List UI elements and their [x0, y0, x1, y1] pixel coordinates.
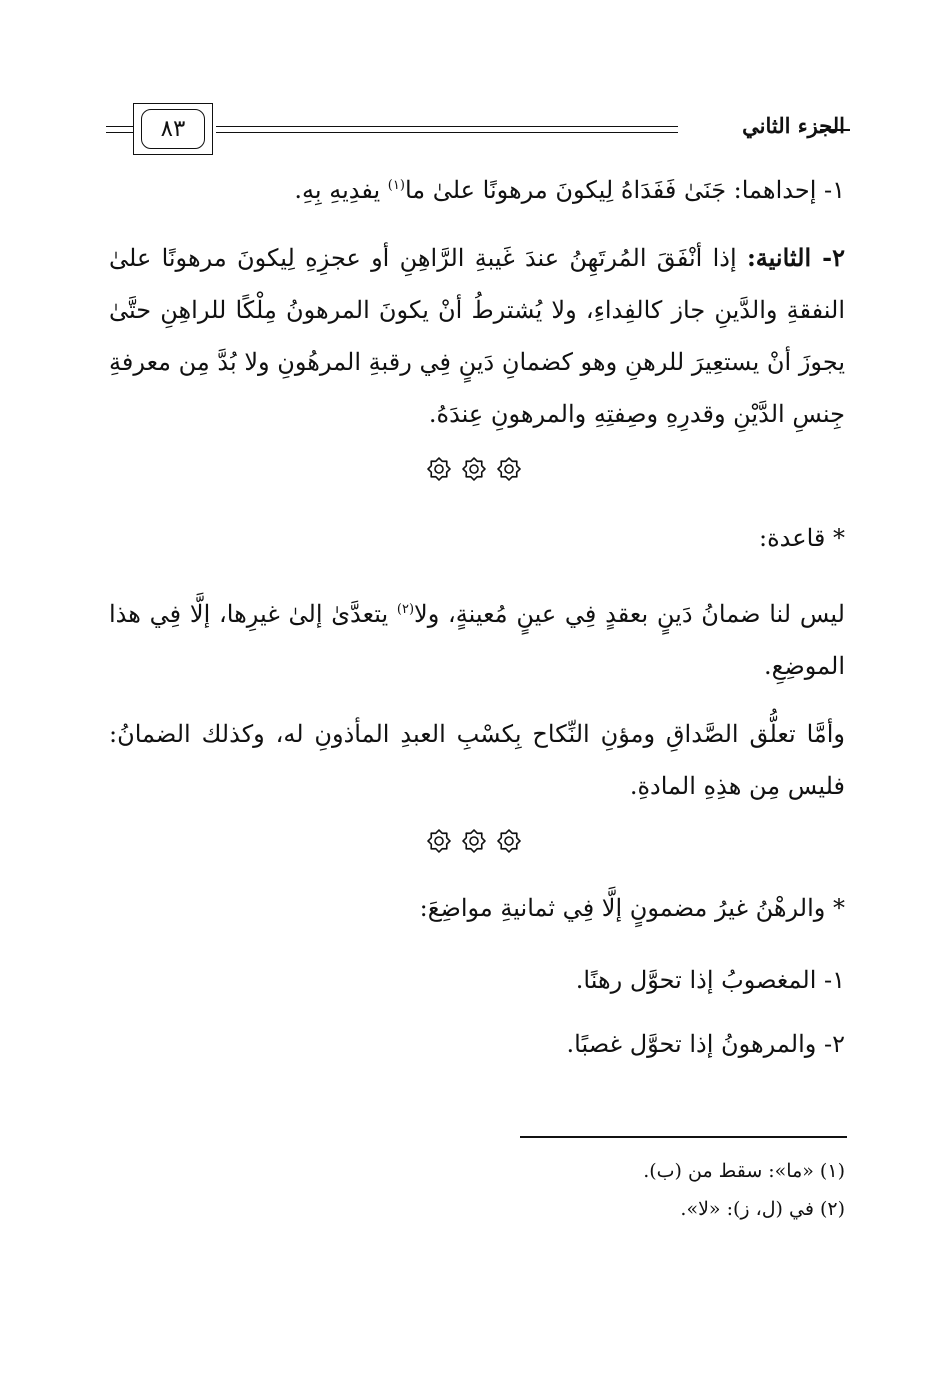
rule-heading: * قاعدة:	[759, 524, 845, 552]
list-item: ١- المغصوبُ إذا تحوَّل رهنًا.	[575, 966, 845, 994]
list-item: ٢- والمرهونُ إذا تحوَّل غصبًا.	[566, 1030, 845, 1058]
rule-paragraph-1	[109, 588, 845, 692]
item-1-text: ١- إحداهما: جَنَىٰ فَفَدَاهُ لِيكونَ مرهونًا علىٰ ما	[404, 176, 845, 204]
star-ornament-icon	[419, 828, 529, 854]
star-ornament-1	[419, 456, 529, 482]
page-number: ٨٣	[141, 109, 205, 149]
rule-paragraph-1-text: ليس لنا ضمانُ دَينٍ بعقدٍ فِي عينٍ مُعينةٍ، ولا	[414, 600, 845, 628]
star-ornament-2	[419, 828, 529, 854]
footnote-ref-2: (٢)	[396, 602, 415, 617]
header-dash-left	[106, 126, 134, 133]
footnote-1: (١) «ما»: سقط من (ب).	[643, 1160, 845, 1182]
header-rule	[216, 126, 678, 133]
pledge-heading: * والرهْنُ غيرُ مضمونٍ إلَّا فِي ثمانيةِ مواضِعَ:	[419, 894, 845, 922]
rule-paragraph-2: وأمَّا تعلُّق الصَّداقِ ومؤنِ النِّكاح بِكسْبِ العبدِ المأذونِ له، وكذلك الضمانُ: فليس مِن هذِهِ المادةِ.	[109, 720, 845, 800]
part-title: الجزء الثاني	[742, 113, 845, 138]
item-1	[294, 170, 845, 210]
footnote-2: (٢) في (ل، ز): «لا».	[680, 1198, 845, 1220]
footnote-rule	[520, 1136, 847, 1138]
item-2-lead: ٢- الثانية:	[746, 243, 845, 272]
star-ornament-icon	[419, 456, 529, 482]
rule-paragraph-1-text-end: يتعدَّىٰ إلىٰ غيرِها، إلَّا فِي هذا الموضِعِ.	[109, 600, 845, 680]
footnote-ref-1: (١)	[387, 178, 405, 193]
item-2	[109, 232, 845, 440]
item-1-text-end: يفدِيهِ بِهِ.	[294, 176, 388, 204]
item-2-text: إذا أنْفَقَ المُرتَهِنُ عندَ غَيبةِ الرَّاهِنِ أو عجزِهِ لِيكونَ مرهونًا علىٰ النفقةِ والدَّينِ جاز كالفِداءِ، ولا يُشترطُ أنْ يكونَ المرهونُ مِلْكًا للراهِنِ حتَّىٰ يجوزَ أنْ يستعِيرَ للرهنِ وهو كضمانِ دَينٍ فِي رقبةِ المرهُونِ ولا بُدَّ مِن معرفةِ جِنسِ الدَّيْنِ وقدرِهِ وصِفتِهِ والمرهونِ عِندَهُ.	[109, 244, 845, 428]
